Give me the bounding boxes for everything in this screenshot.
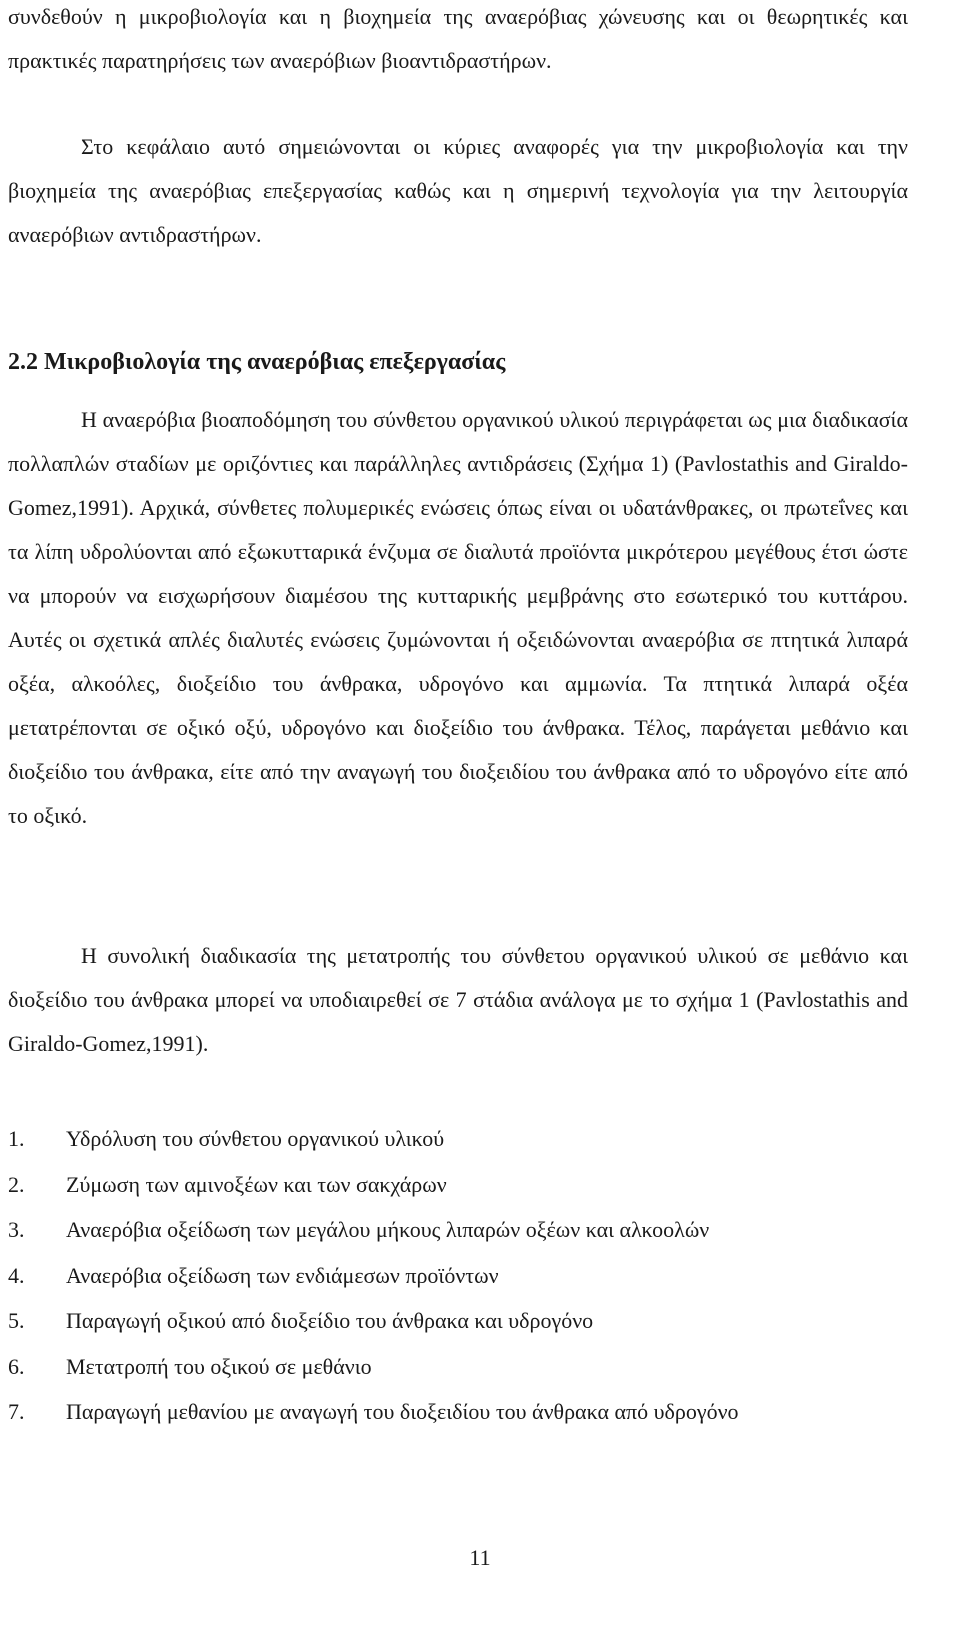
list-item: 1. Υδρόλυση του σύνθετου οργανικού υλικού xyxy=(8,1126,445,1151)
paragraph-overall-process: Η συνολική διαδικασία της μετατροπής του σύνθετου οργανικού υλικού σε μεθάνιο και διοξείδιο του άνθρακα μπορεί να υποδιαιρεθεί σε 7 στάδια ανάλογα με το σχήμα 1 (Pavlostathis and Giraldo-Gomez,1991). xyxy=(8,943,908,1056)
list-item: 7. Παραγωγή μεθανίου με αναγωγή του διοξειδίου του άνθρακα από υδρογόνο xyxy=(8,1399,739,1424)
page-number: 11 xyxy=(469,1545,491,1570)
paragraph-biodegradation: Η αναερόβια βιοαποδόμηση του σύνθετου οργανικού υλικού περιγράφεται ως μια διαδικασία πολλαπλών σταδίων με οριζόντιες και παράλληλες αντιδράσεις (Σχήμα 1) (Pavlostathis and Giraldo-Gomez,1991). Αρχικά, σύνθετες πολυμερικές ενώσεις όπως είναι οι υδατάνθρακες, οι πρωτεΐνες και τα λίπη υδρολύονται από εξωκυτταρικά ένζυμα σε διαλυτά προϊόντα μικρότερου μεγέθους έτσι ώστε να μπορούν να εισχωρήσουν διαμέσου της κυτταρικής μεμβράνης στο εσωτερικό του κυττάρου. Αυτές οι σχετικά απλές διαλυτές ενώσεις ζυμώνονται ή οξειδώνονται αναερόβια σε πτητικά λιπαρά οξέα, αλκοόλες, διοξείδιο του άνθρακα, υδρογόνο και αμμωνία. Τα πτητικά λιπαρά οξέα μετατρέπονται σε οξικό οξύ, υδρογόνο και διοξείδιο του άνθρακα. Τέλος, παράγεται μεθάνιο και διοξείδιο του άνθρακα, είτε από την αναγωγή του διοξειδίου του άνθρακα από το υδρογόνο είτε από το οξικό. xyxy=(8,407,908,828)
stages-list xyxy=(8,1116,739,1435)
list-item: 6. Μετατροπή του οξικού σε μεθάνιο xyxy=(8,1353,372,1379)
list-item: 2. Ζύμωση των αμινοξέων και των σακχάρων xyxy=(8,1171,447,1197)
paragraph-continued: συνδεθούν η μικροβιολογία και η βιοχημεία της αναερόβιας χώνευσης και οι θεωρητικές και πρακτικές παρατηρήσεις των αναερόβιων βιοαντιδραστήρων. xyxy=(8,4,908,73)
list-item: 4. Αναερόβια οξείδωση των ενδιάμεσων προϊόντων xyxy=(8,1262,499,1288)
paragraph-chapter-intro: Στο κεφάλαιο αυτό σημειώνονται οι κύριες αναφορές για την μικροβιολογία και την βιοχημεία της αναερόβιας επεξεργασίας καθώς και η σημερινή τεχνολογία για την λειτουργία αναερόβιων αντιδραστήρων. xyxy=(8,134,908,247)
list-item: 5. Παραγωγή οξικού από διοξείδιο του άνθρακα και υδρογόνο xyxy=(8,1308,594,1333)
section-heading: 2.2 Μικροβιολογία της αναερόβιας επεξεργασίας xyxy=(8,349,506,375)
list-item: 3. Αναερόβια οξείδωση των μεγάλου μήκους λιπαρών οξέων και αλκοολών xyxy=(8,1217,710,1242)
